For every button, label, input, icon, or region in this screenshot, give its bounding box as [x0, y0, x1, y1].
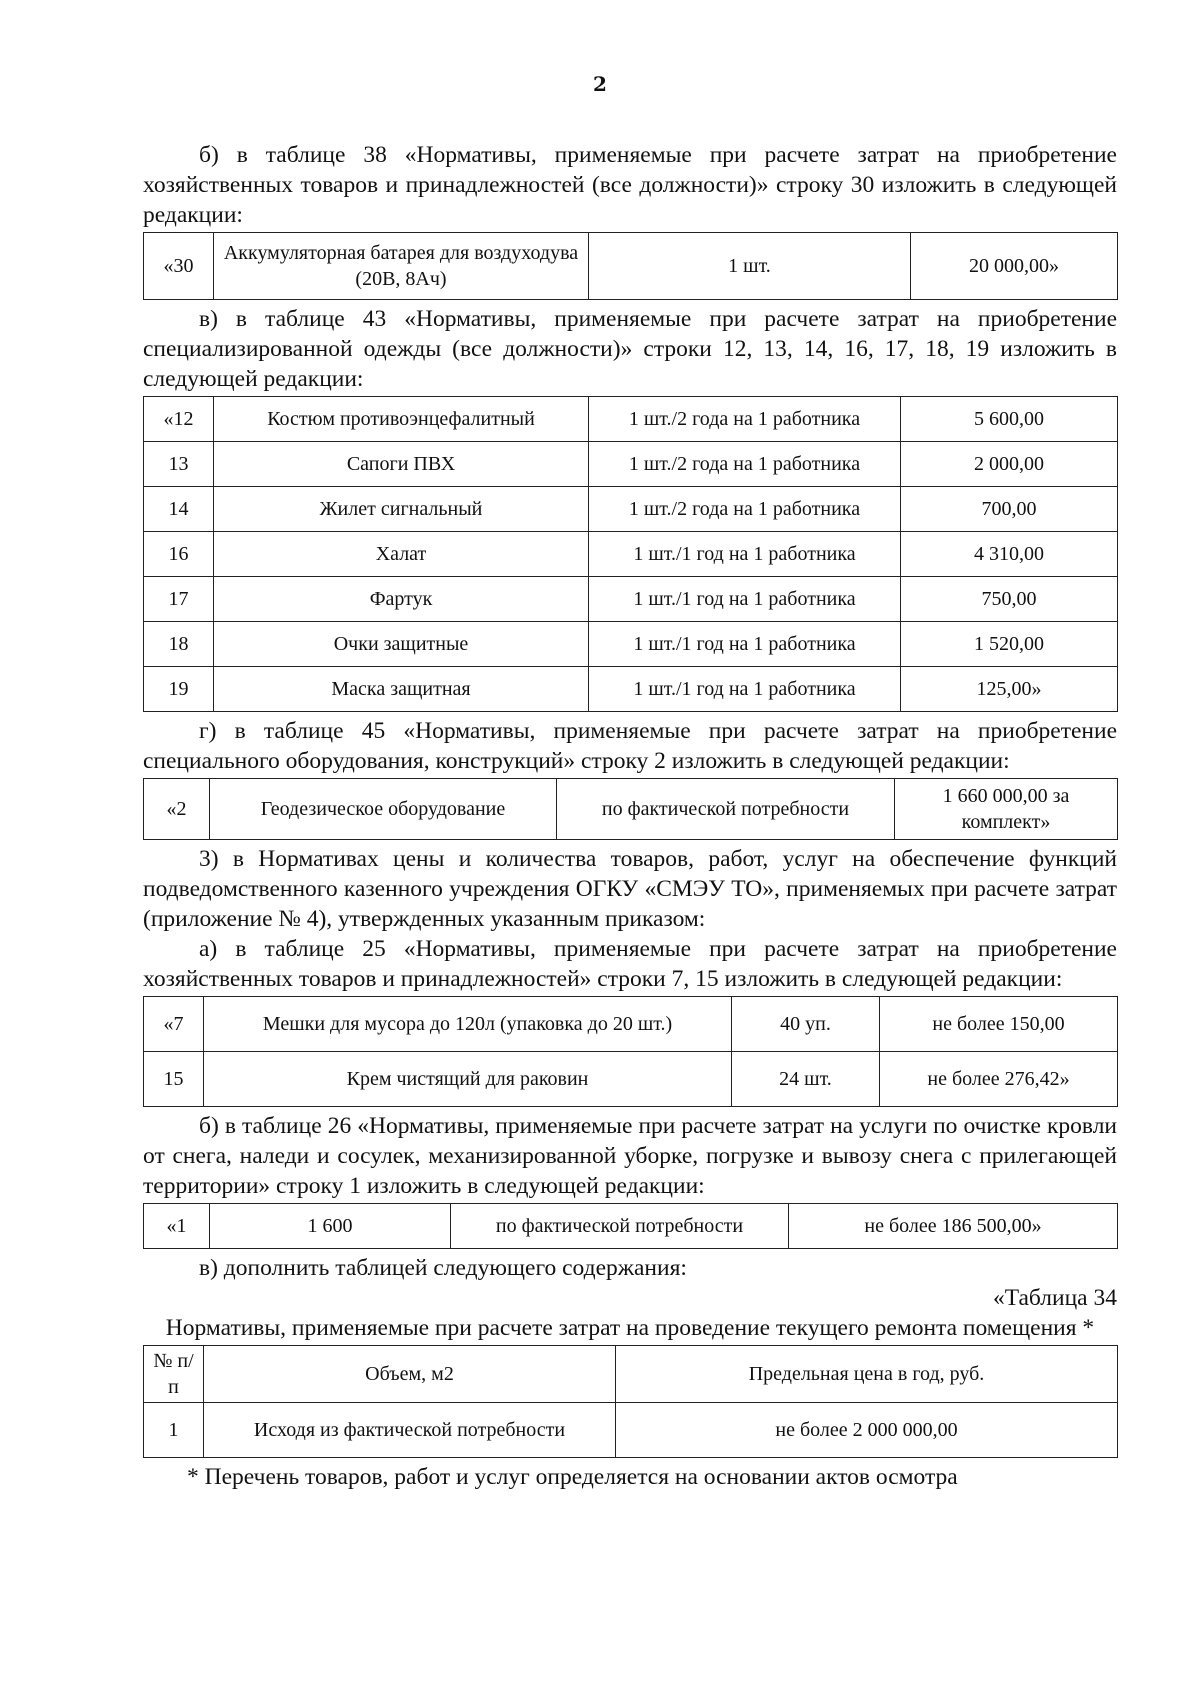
paragraph-table45-intro: г) в таблице 45 «Нормативы, применяемые при расчете затрат на приобретение специального оборудования, конструкций» строку 2 изложить в следующей редакции: — [143, 718, 1117, 774]
paragraph-add-table: в) дополнить таблицей следующего содержания: — [199, 1255, 687, 1281]
table34-title: Нормативы, применяемые при расчете затрат на проведение текущего ремонта помещения * — [165, 1315, 1095, 1341]
item-price: 125,00» — [901, 667, 1118, 712]
header-number: № п/п — [144, 1346, 204, 1403]
item-quantity: 1 шт./2 года на 1 работника — [589, 442, 901, 487]
row-number: 17 — [144, 577, 214, 622]
item-name: Халат — [214, 532, 589, 577]
table-row — [144, 532, 1118, 577]
row-number: «12 — [144, 397, 214, 442]
row-number: 19 — [144, 667, 214, 712]
row-number: 13 — [144, 442, 214, 487]
item-name: Аккумуляторная батарея для воздуходува (20В, 8Ач) — [214, 233, 589, 300]
item-name: Маска защитная — [214, 667, 589, 712]
item-price: 1 520,00 — [901, 622, 1118, 667]
footnote: * Перечень товаров, работ и услуг определяется на основании актов осмотра — [187, 1464, 958, 1490]
item-area: 1 600 — [210, 1204, 451, 1249]
item-quantity: по фактической потребности — [557, 779, 895, 840]
item-quantity: 1 шт./1 год на 1 работника — [589, 577, 901, 622]
item-quantity: по фактической потребности — [451, 1204, 789, 1249]
item-name: Геодезическое оборудование — [210, 779, 557, 840]
item-name: Крем чистящий для раковин — [204, 1052, 732, 1107]
item-price: 750,00 — [901, 577, 1118, 622]
header-volume: Объем, м2 — [204, 1346, 616, 1403]
row-number: 14 — [144, 487, 214, 532]
row-number: «2 — [144, 779, 210, 840]
row-number: 15 — [144, 1052, 204, 1107]
item-price: не более 186 500,00» — [789, 1204, 1118, 1249]
table-row — [144, 667, 1118, 712]
row-number: 16 — [144, 532, 214, 577]
item-price: 5 600,00 — [901, 397, 1118, 442]
table-row — [144, 997, 1118, 1052]
table-38 — [143, 232, 1118, 300]
table-row — [144, 397, 1118, 442]
item-quantity: 24 шт. — [732, 1052, 880, 1107]
table-26 — [143, 1203, 1118, 1249]
item-quantity: 1 шт./2 года на 1 работника — [589, 397, 901, 442]
item-volume: Исходя из фактической потребности — [204, 1403, 616, 1458]
paragraph-section-3: 3) в Нормативах цены и количества товаров, работ, услуг на обеспечение функций подведомственного казенного учреждения ОГКУ «СМЭУ ТО», применяемых при расчете затрат (приложение № 4), утвержденных указанным приказом: — [143, 846, 1117, 932]
item-price: 700,00 — [901, 487, 1118, 532]
item-quantity: 1 шт. — [589, 233, 911, 300]
table34-label: «Таблица 34 — [992, 1285, 1117, 1311]
item-quantity: 1 шт./1 год на 1 работника — [589, 532, 901, 577]
table-row — [144, 1052, 1118, 1107]
item-quantity: 40 уп. — [732, 997, 880, 1052]
paragraph-table38-intro: б) в таблице 38 «Нормативы, применяемые при расчете затрат на приобретение хозяйственных товаров и принадлежностей (все должности)» строку 30 изложить в следующей редакции: — [143, 142, 1117, 228]
item-name: Очки защитные — [214, 622, 589, 667]
item-name: Мешки для мусора до 120л (упаковка до 20 шт.) — [204, 997, 732, 1052]
table-row — [144, 577, 1118, 622]
row-number: «1 — [144, 1204, 210, 1249]
item-quantity: 1 шт./1 год на 1 работника — [589, 667, 901, 712]
item-price: не более 2 000 000,00 — [616, 1403, 1118, 1458]
item-quantity: 1 шт./1 год на 1 работника — [589, 622, 901, 667]
item-price: 20 000,00» — [911, 233, 1118, 300]
row-number: 18 — [144, 622, 214, 667]
item-price: 4 310,00 — [901, 532, 1118, 577]
paragraph-table43-intro: в) в таблице 43 «Нормативы, применяемые при расчете затрат на приобретение специализированной одежды (все должности)» строки 12, 13, 14, 16, 17, 18, 19 изложить в следующей редакции: — [143, 306, 1117, 392]
item-name: Фартук — [214, 577, 589, 622]
table-34 — [143, 1345, 1118, 1458]
item-price: 1 660 000,00 за комплект» — [895, 779, 1118, 840]
page-number: 2 — [593, 72, 607, 96]
item-quantity: 1 шт./2 года на 1 работника — [589, 487, 901, 532]
item-price: не более 150,00 — [880, 997, 1118, 1052]
table-row — [144, 487, 1118, 532]
table-row — [144, 622, 1118, 667]
document-body — [143, 140, 1117, 1492]
table-25 — [143, 996, 1118, 1107]
table-45 — [143, 778, 1118, 840]
table-row — [144, 233, 1118, 300]
item-name: Костюм противоэнцефалитный — [214, 397, 589, 442]
table-row — [144, 1403, 1118, 1458]
paragraph-table26-intro: б) в таблице 26 «Нормативы, применяемые при расчете затрат на услуги по очистке кровли от снега, наледи и сосулек, механизированной уборке, погрузке и вывозу снега с прилегающей территории» строку 1 изложить в следующей редакции: — [143, 1113, 1117, 1199]
row-number: 1 — [144, 1403, 204, 1458]
table-43 — [143, 396, 1118, 712]
item-name: Жилет сигнальный — [214, 487, 589, 532]
header-price: Предельная цена в год, руб. — [616, 1346, 1118, 1403]
table-row — [144, 1204, 1118, 1249]
item-name: Сапоги ПВХ — [214, 442, 589, 487]
row-number: «30 — [144, 233, 214, 300]
row-number: «7 — [144, 997, 204, 1052]
table-row — [144, 442, 1118, 487]
paragraph-table25-intro: а) в таблице 25 «Нормативы, применяемые при расчете затрат на приобретение хозяйственных товаров и принадлежностей» строки 7, 15 изложить в следующей редакции: — [143, 936, 1117, 992]
item-price: не более 276,42» — [880, 1052, 1118, 1107]
table-row — [144, 779, 1118, 840]
item-price: 2 000,00 — [901, 442, 1118, 487]
table-header-row — [144, 1346, 1118, 1403]
